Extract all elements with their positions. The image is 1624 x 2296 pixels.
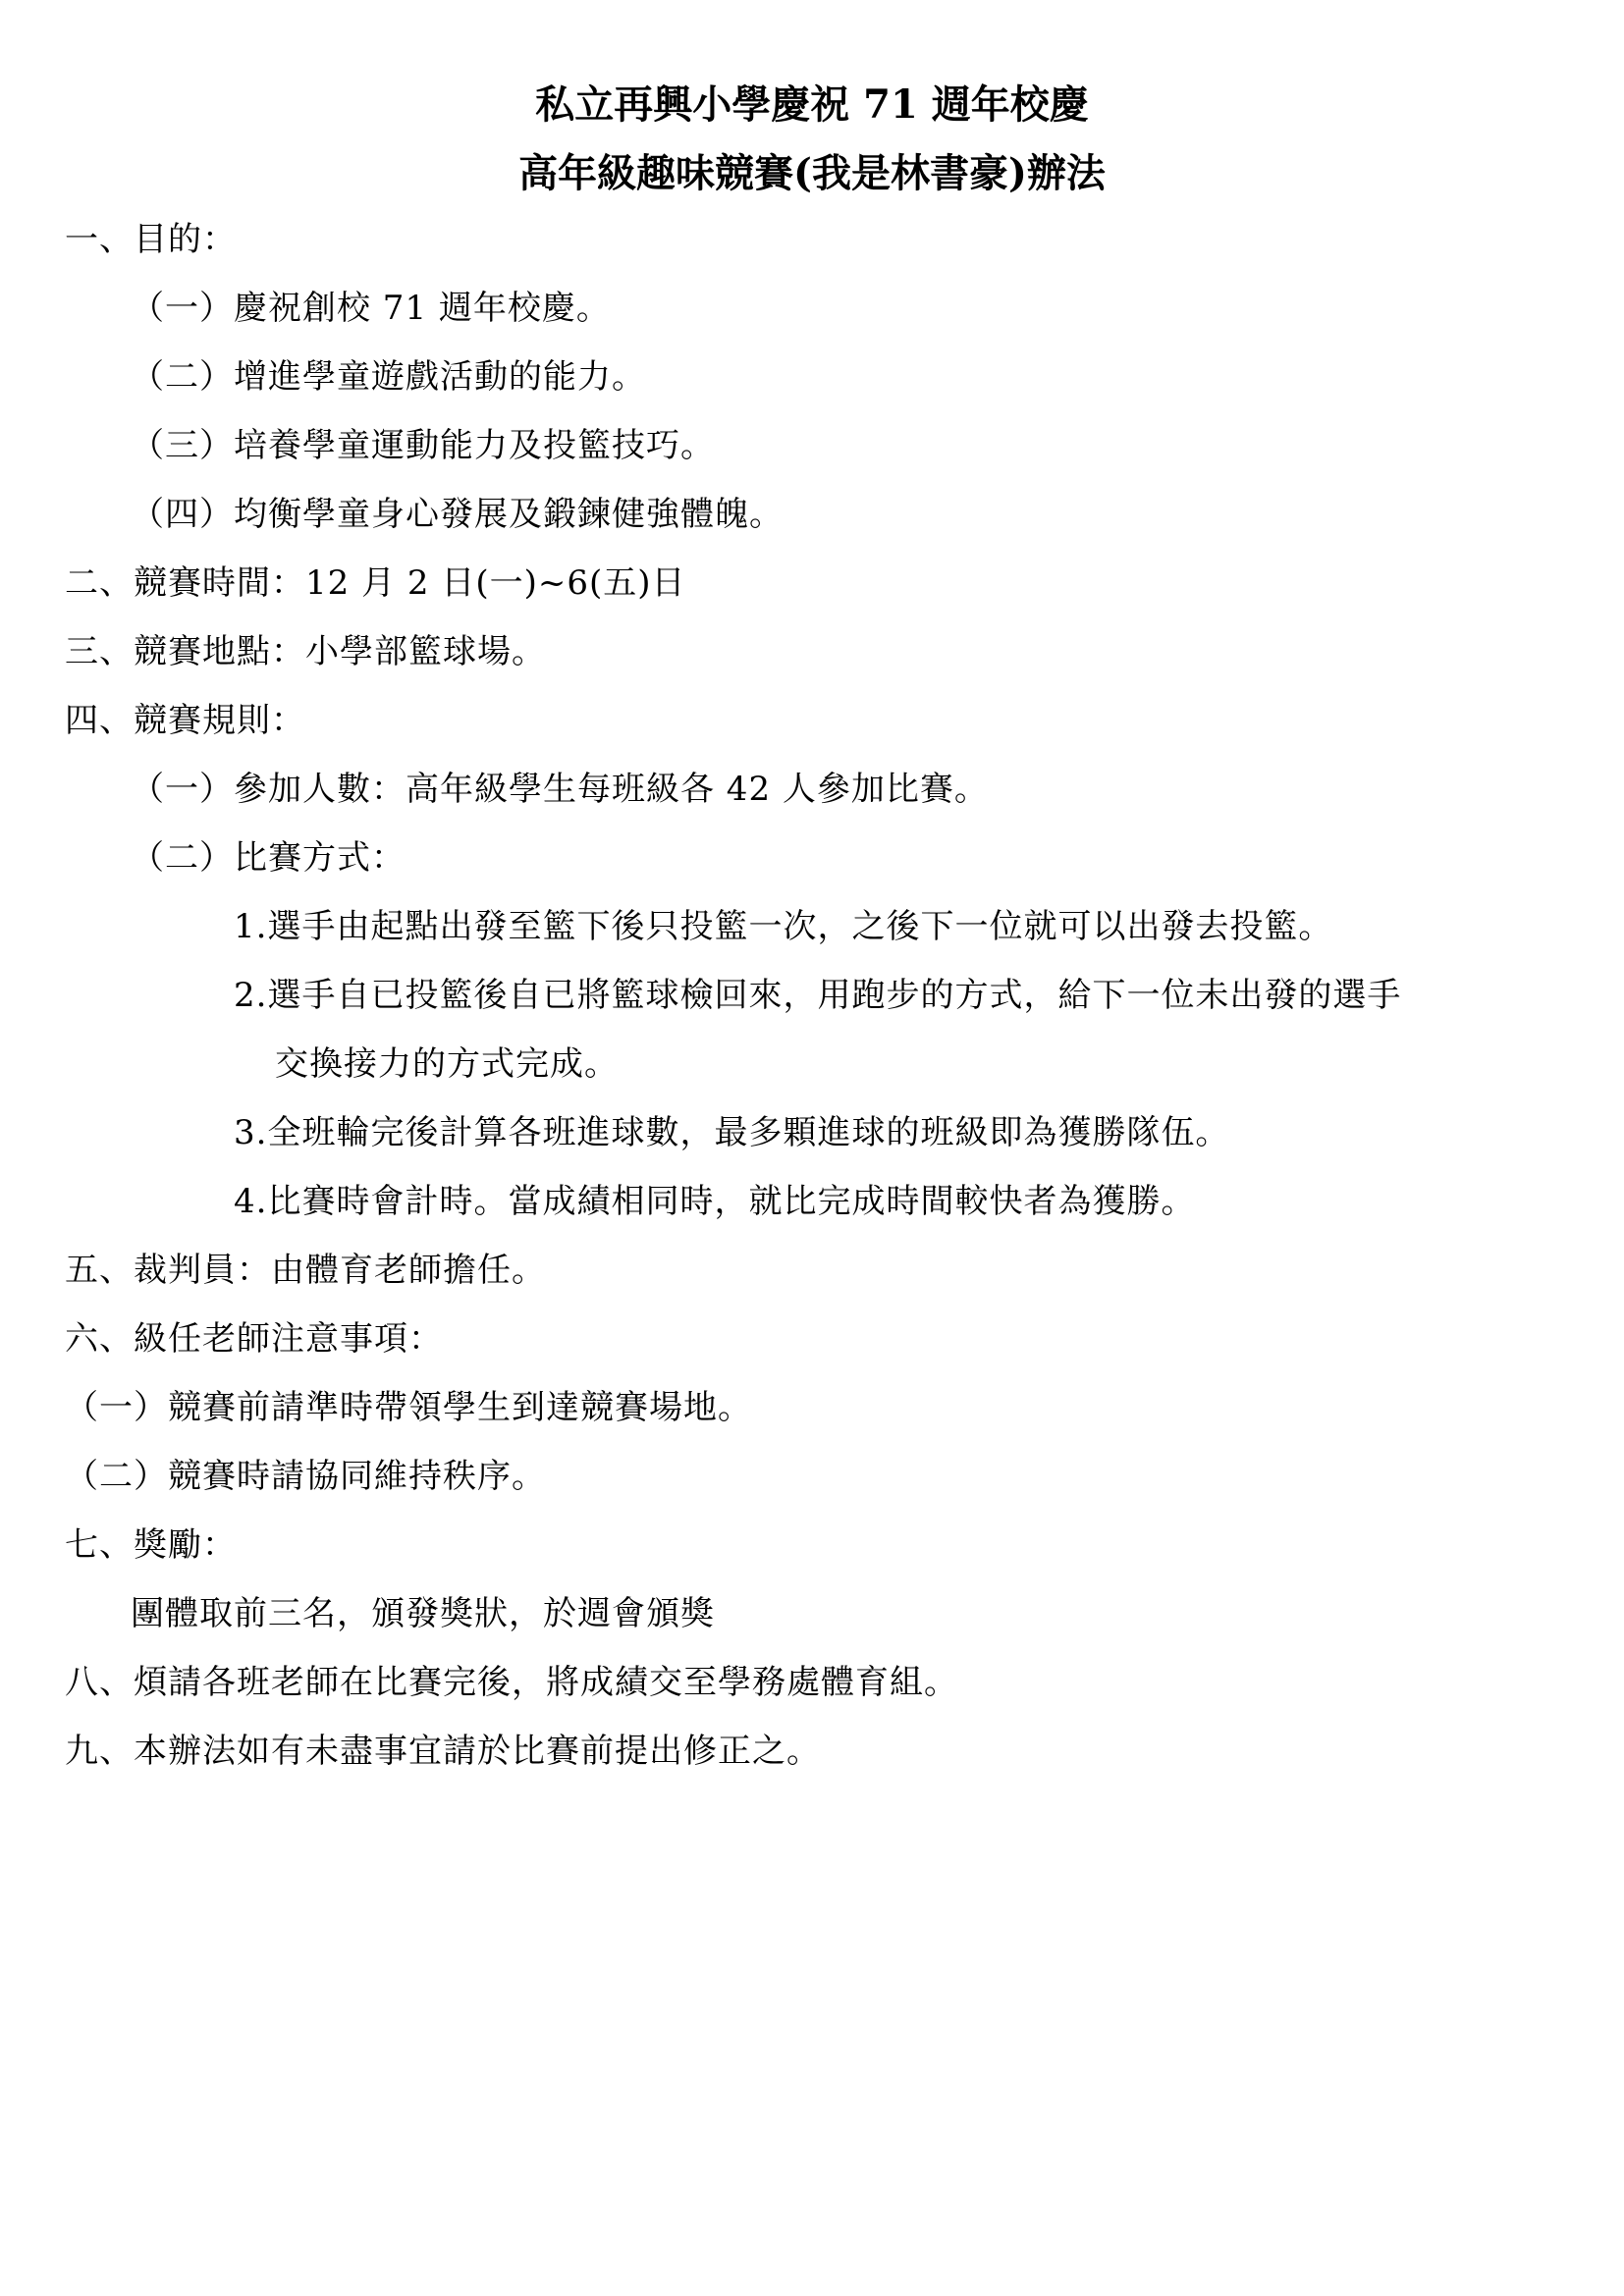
section-7-body: 團體取前三名，頒發獎狀，於週會頒獎 [131,1594,715,1633]
section-1-item-4: （四）均衡學童身心發展及鍛鍊健強體魄。 [131,495,784,534]
section-4-item-2: （二）比賽方式： [131,838,406,878]
document-title-line2: 高年級趣味競賽(我是林書豪)辦法 [518,150,1106,196]
section-2-time: 二、競賽時間：12 月 2 日(一)~6(五)日 [65,563,686,603]
document-title-line1: 私立再興小學慶祝 71 週年校慶 [535,81,1089,128]
section-6-item-1: （一）競賽前請準時帶領學生到達競賽場地。 [65,1388,752,1427]
section-9: 九、本辦法如有未盡事宜請於比賽前提出修正之。 [65,1732,821,1771]
rule-1: 1.選手由起點出發至籃下後只投籃一次，之後下一位就可以出發去投籃。 [234,907,1333,946]
section-1-item-3: （三）培養學童運動能力及投籃技巧。 [131,426,715,465]
section-6-item-2: （二）競賽時請協同維持秩序。 [65,1457,546,1496]
rule-2: 2.選手自已投籃後自已將籃球檢回來，用跑步的方式，給下一位未出發的選手 [234,976,1402,1015]
rule-3: 3.全班輪完後計算各班進球數，最多顆進球的班級即為獲勝隊伍。 [234,1113,1230,1152]
rule-4: 4.比賽時會計時。當成績相同時，就比完成時間較快者為獲勝。 [234,1182,1196,1221]
rule-2-continuation: 交換接力的方式完成。 [275,1044,619,1084]
section-8: 八、煩請各班老師在比賽完後，將成績交至學務處體育組。 [65,1663,958,1702]
section-1-item-2: （二）增進學童遊戲活動的能力。 [131,357,646,397]
section-3-location: 三、競賽地點：小學部籃球場。 [65,632,546,671]
section-6-heading: 六、級任老師注意事項： [65,1319,443,1359]
section-5-referee: 五、裁判員：由體育老師擔任。 [65,1251,546,1290]
section-1-heading: 一、目的： [65,220,237,259]
section-4-item-1: （一）參加人數：高年級學生每班級各 42 人參加比賽。 [131,770,989,809]
section-4-heading: 四、競賽規則： [65,701,305,740]
section-7-heading: 七、獎勵： [65,1525,237,1565]
section-1-item-1: （一）慶祝創校 71 週年校慶。 [131,289,611,328]
